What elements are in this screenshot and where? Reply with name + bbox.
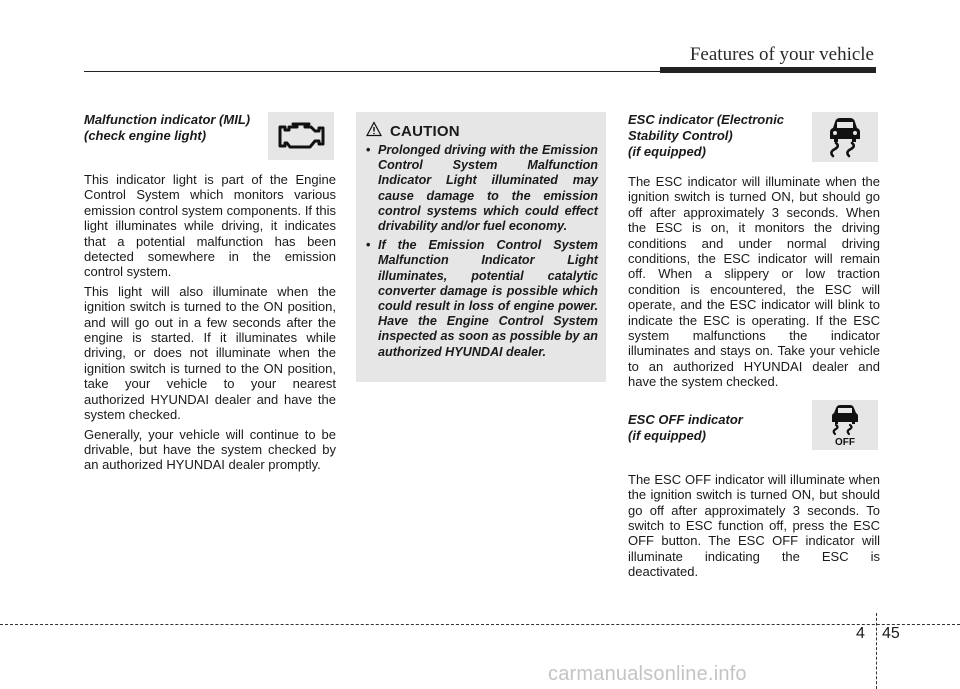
bullet-icon: • xyxy=(366,238,371,253)
esc-heading-line1: ESC indicator (Electronic xyxy=(628,112,785,127)
esc-off-icon xyxy=(812,400,878,450)
footer-divider xyxy=(0,624,960,625)
mil-paragraph-2: This light will also illuminate when the ignition switch is turned to the ON position, and will go out in a few seconds after the engine is started. If it illuminates while driving, or does not illuminate when the ignition switch is turned to the ON position, take your vehicle to your nearest authorized HYUNDAI dealer and have the system checked. xyxy=(84,283,336,423)
caution-item-text: If the Emission Control System Malfunction Indicator Light illuminates, potential catalytic converter damage is possible which could result in loss of engine power. Have the Engine Control System inspected as soon as possible by an authorized HYUNDAI dealer. xyxy=(378,238,598,359)
esc-off-heading xyxy=(628,412,808,444)
header-rule xyxy=(84,71,684,72)
bullet-icon: • xyxy=(366,143,371,157)
esc-off-heading-line2: (if equipped) xyxy=(628,427,706,443)
mil-paragraph-1: This indicator light is part of the Engine Control System which monitors various emission control system components. If this light illuminates while driving, it indicates that a potential malfunction has been detected somewhere in the emission control system. xyxy=(84,172,336,280)
footer-vertical-divider xyxy=(876,613,877,689)
caution-item xyxy=(366,143,598,234)
esc-off-icon-label: OFF xyxy=(835,437,855,447)
mil-paragraph-3: Generally, your vehicle will continue to be drivable, but have the system checked by an authorized HYUNDAI dealer promptly. xyxy=(84,426,336,473)
watermark: carmanualsonline.info xyxy=(548,663,747,685)
esc-heading xyxy=(628,112,808,160)
caution-list xyxy=(366,143,598,364)
warning-triangle-icon xyxy=(366,121,382,142)
caution-item xyxy=(366,238,598,360)
mil-heading-line2: (check engine light) xyxy=(84,128,207,143)
caution-header xyxy=(366,120,460,142)
esc-skid-car-icon xyxy=(812,112,878,162)
caution-box xyxy=(356,112,606,382)
page-header-title: Features of your vehicle xyxy=(689,44,874,65)
mil-heading xyxy=(84,112,264,144)
header-rule-accent xyxy=(660,67,876,73)
esc-off-heading-line1: ESC OFF indicator xyxy=(628,411,743,427)
esc-heading-line3: (if equipped) xyxy=(628,144,706,159)
check-engine-icon xyxy=(268,112,334,160)
esc-section xyxy=(628,112,880,584)
caution-item-text: Prolonged driving with the Emission Control System Malfunction Indicator Light illuminated may cause damage to the emission control systems which could effect drivability and/or fuel economy. xyxy=(378,143,598,234)
esc-heading-line2: Stability Control) xyxy=(628,128,733,143)
esc-paragraph: The ESC indicator will illuminate when the ignition switch is turned ON, but should go off after approximately 3 seconds. When the ESC is on, it monitors the driving conditions and under normal driving conditions, the ESC indicator will remain off. When a slippery or low traction condition is encountered, the ESC will operate, and the ESC indicator will blink to indicate the ESC is operating. If the ESC system malfunctions the indicator illuminates and stays on. Take your vehicle to an authorized HYUNDAI dealer and have the system checked. xyxy=(628,174,880,390)
mil-section xyxy=(84,112,336,477)
chapter-number: 4 xyxy=(856,625,865,642)
caution-title: CAUTION xyxy=(390,122,460,140)
page-number: 45 xyxy=(882,625,900,642)
esc-off-paragraph: The ESC OFF indicator will illuminate when the ignition switch is turned ON, but should go off after approximately 3 seconds. To switch to ESC function off, press the ESC OFF button. The ESC OFF indicator will illuminate indicating the ESC is deactivated. xyxy=(628,471,880,580)
mil-heading-line1: Malfunction indicator (MIL) xyxy=(84,112,251,127)
